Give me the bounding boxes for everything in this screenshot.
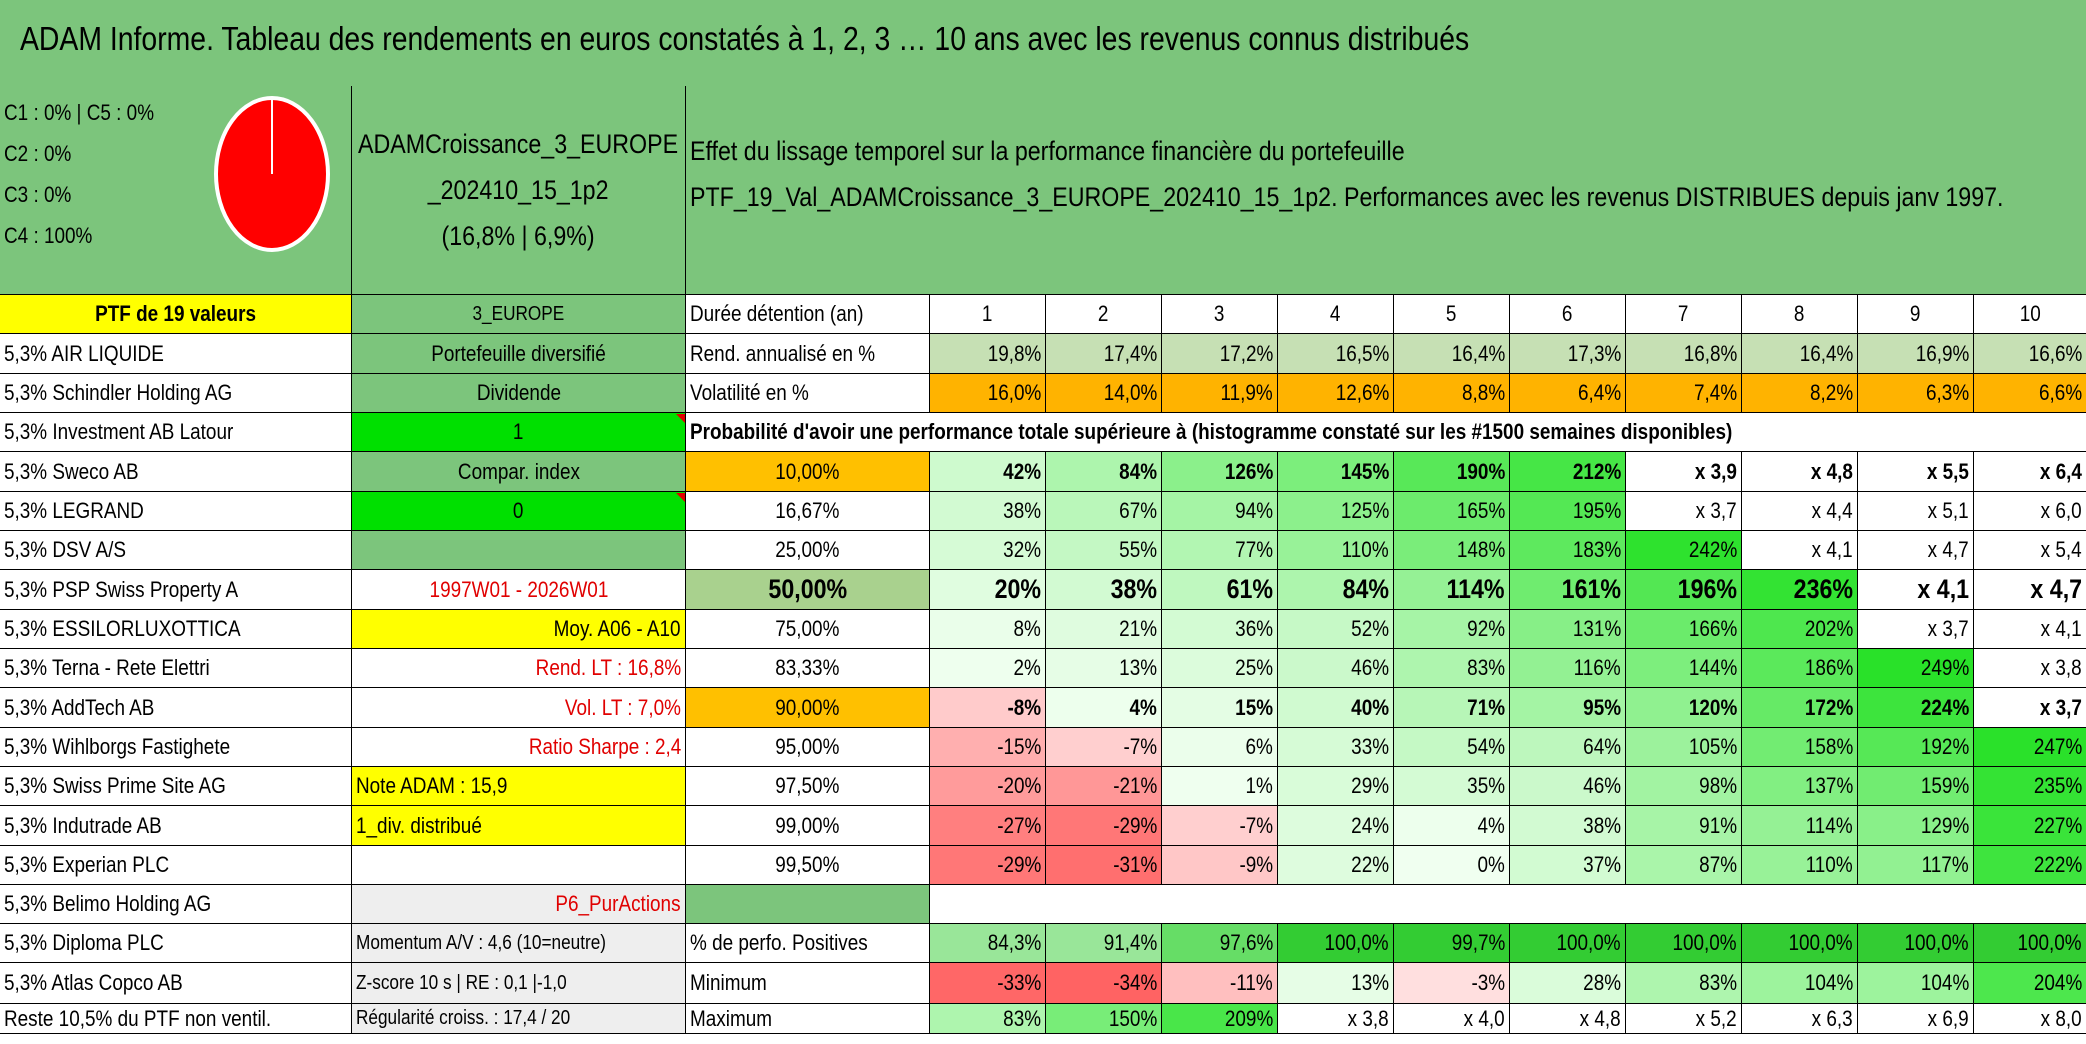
minimum-value: -33%: [930, 963, 1046, 1004]
probability-value: 25%: [1162, 649, 1278, 688]
probability-value: 95%: [1510, 688, 1626, 728]
info-cell: Portefeuille diversifié: [352, 334, 686, 374]
year-header: 4: [1278, 295, 1394, 334]
probability-label: Probabilité d'avoir une performance totale supérieure à (histogramme constaté sur les #1500 semaines disponibles): [686, 413, 2086, 452]
probability-value: -31%: [1046, 846, 1162, 885]
probability-value: 37%: [1510, 846, 1626, 885]
probability-value: 38%: [1510, 806, 1626, 846]
volatility-value: 6,4%: [1510, 374, 1626, 413]
year-header: 5: [1394, 295, 1510, 334]
probability-value: 32%: [930, 531, 1046, 570]
probability-value: 196%: [1626, 570, 1742, 610]
maximum-value: x 4,8: [1510, 1004, 1626, 1034]
probability-value: 22%: [1278, 846, 1394, 885]
probability-value: 190%: [1394, 452, 1510, 492]
holding-row: 5,3% Indutrade AB: [0, 806, 352, 846]
maximum-value: x 6,9: [1858, 1004, 1974, 1034]
allocation-pie-chart: [212, 94, 332, 254]
probability-value: 148%: [1394, 531, 1510, 570]
holding-row: 5,3% PSP Swiss Property A: [0, 570, 352, 610]
probability-value: 166%: [1626, 610, 1742, 649]
positive-share-value: 100,0%: [1974, 924, 2086, 963]
info-cell: [352, 846, 686, 885]
info-cell: 1: [352, 413, 686, 452]
probability-value: 24%: [1278, 806, 1394, 846]
probability-value: -27%: [930, 806, 1046, 846]
holding-row: 5,3% Investment AB Latour: [0, 413, 352, 452]
volatility-value: 6,6%: [1974, 374, 2086, 413]
minimum-value: 104%: [1858, 963, 1974, 1004]
holding-row: 5,3% Schindler Holding AG: [0, 374, 352, 413]
probability-value: 117%: [1858, 846, 1974, 885]
probability-value: 84%: [1278, 570, 1394, 610]
positive-share-value: 97,6%: [1162, 924, 1278, 963]
probability-value: 55%: [1046, 531, 1162, 570]
probability-threshold: 50,00%: [686, 570, 930, 610]
info-cell: Régularité croiss. : 17,4 / 20: [352, 1004, 686, 1034]
probability-value: 114%: [1394, 570, 1510, 610]
probability-value: 4%: [1394, 806, 1510, 846]
probability-value: 77%: [1162, 531, 1278, 570]
probability-value: 172%: [1742, 688, 1858, 728]
maximum-value: x 5,2: [1626, 1004, 1742, 1034]
volatility-value: 8,8%: [1394, 374, 1510, 413]
holding-row: 5,3% Sweco AB: [0, 452, 352, 492]
holding-row: 5,3% Wihlborgs Fastighete: [0, 728, 352, 767]
info-cell: Moy. A06 - A10: [352, 610, 686, 649]
probability-value: 110%: [1742, 846, 1858, 885]
probability-value: 125%: [1278, 492, 1394, 531]
probability-value: 126%: [1162, 452, 1278, 492]
probability-value: x 5,5: [1858, 452, 1974, 492]
annual-return-value: 16,4%: [1394, 334, 1510, 374]
volatility-label: Volatilité en %: [686, 374, 930, 413]
info-cell: 0: [352, 492, 686, 531]
probability-value: 227%: [1974, 806, 2086, 846]
holding-row: 5,3% Atlas Copco AB: [0, 963, 352, 1004]
probability-value: 159%: [1858, 767, 1974, 806]
volatility-value: 12,6%: [1278, 374, 1394, 413]
year-header: 6: [1510, 295, 1626, 334]
probability-value: x 6,4: [1974, 452, 2086, 492]
holding-row: 5,3% Diploma PLC: [0, 924, 352, 963]
probability-value: 114%: [1742, 806, 1858, 846]
probability-threshold: 90,00%: [686, 688, 930, 728]
allocation-line: C1 : 0% | C5 : 0%: [4, 100, 155, 125]
info-cell: Rend. LT : 16,8%: [352, 649, 686, 688]
holding-row: Reste 10,5% du PTF non ventil.: [0, 1004, 352, 1034]
probability-value: 52%: [1278, 610, 1394, 649]
probability-value: 91%: [1626, 806, 1742, 846]
fund-name-suffix: _202410_15_1p2: [428, 175, 609, 205]
year-header: 2: [1046, 295, 1162, 334]
probability-value: 195%: [1510, 492, 1626, 531]
maximum-value: 209%: [1162, 1004, 1278, 1034]
annual-return-value: 16,4%: [1742, 334, 1858, 374]
probability-value: 249%: [1858, 649, 1974, 688]
probability-value: 6%: [1162, 728, 1278, 767]
probability-threshold: 99,00%: [686, 806, 930, 846]
info-cell: P6_PurActions: [352, 885, 686, 924]
description-block: [686, 86, 2086, 295]
holding-row: 5,3% Terna - Rete Elettri: [0, 649, 352, 688]
probability-threshold: 75,00%: [686, 610, 930, 649]
probability-threshold: 83,33%: [686, 649, 930, 688]
positive-share-value: 100,0%: [1858, 924, 1974, 963]
probability-value: 145%: [1278, 452, 1394, 492]
positive-share-value: 100,0%: [1510, 924, 1626, 963]
probability-value: -29%: [930, 846, 1046, 885]
probability-value: x 6,0: [1974, 492, 2086, 531]
probability-value: 92%: [1394, 610, 1510, 649]
annual-return-value: 16,5%: [1278, 334, 1394, 374]
probability-value: 236%: [1742, 570, 1858, 610]
probability-value: 110%: [1278, 531, 1394, 570]
probability-value: x 4,1: [1858, 570, 1974, 610]
holding-row: 5,3% AIR LIQUIDE: [0, 334, 352, 374]
allocation-line: C4 : 100%: [4, 223, 93, 248]
info-cell: Note ADAM : 15,9: [352, 767, 686, 806]
probability-value: 87%: [1626, 846, 1742, 885]
probability-value: 247%: [1974, 728, 2086, 767]
probability-threshold: 10,00%: [686, 452, 930, 492]
positive-share-value: 91,4%: [1046, 924, 1162, 963]
probability-threshold: 25,00%: [686, 531, 930, 570]
maximum-value: x 8,0: [1974, 1004, 2086, 1034]
probability-value: 212%: [1510, 452, 1626, 492]
portfolio-size-label: PTF de 19 valeurs: [0, 295, 352, 334]
probability-value: 192%: [1858, 728, 1974, 767]
probability-value: 13%: [1046, 649, 1162, 688]
probability-value: 84%: [1046, 452, 1162, 492]
annual-return-value: 16,8%: [1626, 334, 1742, 374]
probability-value: x 4,8: [1742, 452, 1858, 492]
comment-marker: [676, 414, 685, 423]
probability-value: 42%: [930, 452, 1046, 492]
year-header: 8: [1742, 295, 1858, 334]
volatility-value: 16,0%: [930, 374, 1046, 413]
probability-value: x 4,7: [1858, 531, 1974, 570]
year-header: 3: [1162, 295, 1278, 334]
maximum-label: Maximum: [686, 1004, 930, 1034]
holding-row: 5,3% Belimo Holding AG: [0, 885, 352, 924]
probability-value: -20%: [930, 767, 1046, 806]
holding-row: 5,3% Experian PLC: [0, 846, 352, 885]
info-cell: Ratio Sharpe : 2,4: [352, 728, 686, 767]
empty-cell: [930, 885, 2086, 924]
annual-return-value: 16,9%: [1858, 334, 1974, 374]
probability-value: x 3,7: [1626, 492, 1742, 531]
probability-value: 158%: [1742, 728, 1858, 767]
minimum-value: -34%: [1046, 963, 1162, 1004]
probability-value: 46%: [1510, 767, 1626, 806]
probability-value: x 3,8: [1974, 649, 2086, 688]
volatility-value: 7,4%: [1626, 374, 1742, 413]
probability-value: 183%: [1510, 531, 1626, 570]
comment-marker: [676, 493, 685, 502]
minimum-value: -3%: [1394, 963, 1510, 1004]
probability-value: 4%: [1046, 688, 1162, 728]
empty-cell: [686, 885, 930, 924]
probability-value: 224%: [1858, 688, 1974, 728]
probability-threshold: 97,50%: [686, 767, 930, 806]
probability-value: 144%: [1626, 649, 1742, 688]
positive-share-value: 100,0%: [1742, 924, 1858, 963]
report-title-bar: [0, 0, 2086, 87]
minimum-value: 13%: [1278, 963, 1394, 1004]
probability-value: 0%: [1394, 846, 1510, 885]
probability-value: x 3,7: [1858, 610, 1974, 649]
probability-value: 202%: [1742, 610, 1858, 649]
probability-value: 105%: [1626, 728, 1742, 767]
positive-share-label: % de perfo. Positives: [686, 924, 930, 963]
probability-value: 46%: [1278, 649, 1394, 688]
probability-value: 161%: [1510, 570, 1626, 610]
maximum-value: x 4,0: [1394, 1004, 1510, 1034]
report-title: ADAM Informe. Tableau des rendements en euros constatés à 1, 2, 3 … 10 ans avec les revenus connus distribués: [20, 20, 1470, 57]
holding-row: 5,3% LEGRAND: [0, 492, 352, 531]
probability-value: 35%: [1394, 767, 1510, 806]
probability-value: x 4,4: [1742, 492, 1858, 531]
info-cell: 3_EUROPE: [352, 295, 686, 334]
probability-value: 54%: [1394, 728, 1510, 767]
annual-return-value: 17,4%: [1046, 334, 1162, 374]
volatility-value: 14,0%: [1046, 374, 1162, 413]
probability-value: -15%: [930, 728, 1046, 767]
probability-value: x 5,1: [1858, 492, 1974, 531]
probability-value: x 4,1: [1974, 610, 2086, 649]
probability-value: 29%: [1278, 767, 1394, 806]
description-line: PTF_19_Val_ADAMCroissance_3_EUROPE_202410_15_1p2. Performances avec les revenus DISTRIBUES depuis janv 1997.: [690, 182, 2004, 212]
probability-value: -7%: [1046, 728, 1162, 767]
maximum-value: x 6,3: [1742, 1004, 1858, 1034]
probability-value: 8%: [930, 610, 1046, 649]
allocation-line: C2 : 0%: [4, 141, 72, 166]
fund-return-vol: (16,8% | 6,9%): [441, 221, 596, 251]
probability-value: 1%: [1162, 767, 1278, 806]
positive-share-value: 84,3%: [930, 924, 1046, 963]
probability-value: -8%: [930, 688, 1046, 728]
probability-value: -21%: [1046, 767, 1162, 806]
probability-value: 94%: [1162, 492, 1278, 531]
holding-row: 5,3% AddTech AB: [0, 688, 352, 728]
probability-value: -9%: [1162, 846, 1278, 885]
probability-value: 116%: [1510, 649, 1626, 688]
maximum-value: 150%: [1046, 1004, 1162, 1034]
year-header: 1: [930, 295, 1046, 334]
probability-value: 222%: [1974, 846, 2086, 885]
probability-threshold: 16,67%: [686, 492, 930, 531]
fund-name: ADAMCroissance_3_EUROPE: [358, 129, 679, 159]
probability-value: 137%: [1742, 767, 1858, 806]
volatility-value: 6,3%: [1858, 374, 1974, 413]
probability-value: 36%: [1162, 610, 1278, 649]
description-line: Effet du lissage temporel sur la performance financière du portefeuille: [690, 136, 1405, 166]
probability-value: 165%: [1394, 492, 1510, 531]
annual-return-value: 19,8%: [930, 334, 1046, 374]
holding-row: 5,3% Swiss Prime Site AG: [0, 767, 352, 806]
minimum-value: 104%: [1742, 963, 1858, 1004]
probability-value: -7%: [1162, 806, 1278, 846]
info-cell: Momentum A/V : 4,6 (10=neutre): [352, 924, 686, 963]
probability-threshold: 95,00%: [686, 728, 930, 767]
probability-value: 71%: [1394, 688, 1510, 728]
info-cell: Vol. LT : 7,0%: [352, 688, 686, 728]
positive-share-value: 100,0%: [1626, 924, 1742, 963]
info-cell: [352, 531, 686, 570]
probability-value: 98%: [1626, 767, 1742, 806]
probability-value: 129%: [1858, 806, 1974, 846]
allocation-line: C3 : 0%: [4, 182, 72, 207]
duration-label: Durée détention (an): [686, 295, 930, 334]
probability-value: 61%: [1162, 570, 1278, 610]
minimum-value: 83%: [1626, 963, 1742, 1004]
probability-value: 21%: [1046, 610, 1162, 649]
holding-row: 5,3% DSV A/S: [0, 531, 352, 570]
volatility-value: 8,2%: [1742, 374, 1858, 413]
probability-value: -29%: [1046, 806, 1162, 846]
probability-value: 235%: [1974, 767, 2086, 806]
probability-value: 33%: [1278, 728, 1394, 767]
probability-value: 38%: [930, 492, 1046, 531]
minimum-value: 28%: [1510, 963, 1626, 1004]
probability-value: 40%: [1278, 688, 1394, 728]
probability-value: x 5,4: [1974, 531, 2086, 570]
annual-return-value: 17,2%: [1162, 334, 1278, 374]
year-header: 9: [1858, 295, 1974, 334]
volatility-value: 11,9%: [1162, 374, 1278, 413]
info-cell: 1_div. distribué: [352, 806, 686, 846]
info-cell: 1997W01 - 2026W01: [352, 570, 686, 610]
maximum-value: 83%: [930, 1004, 1046, 1034]
info-cell: Dividende: [352, 374, 686, 413]
holding-row: 5,3% ESSILORLUXOTTICA: [0, 610, 352, 649]
probability-threshold: 99,50%: [686, 846, 930, 885]
maximum-value: x 3,8: [1278, 1004, 1394, 1034]
positive-share-value: 100,0%: [1278, 924, 1394, 963]
probability-value: 120%: [1626, 688, 1742, 728]
year-header: 7: [1626, 295, 1742, 334]
minimum-value: -11%: [1162, 963, 1278, 1004]
minimum-label: Minimum: [686, 963, 930, 1004]
annual-return-label: Rend. annualisé en %: [686, 334, 930, 374]
probability-value: 2%: [930, 649, 1046, 688]
annual-return-value: 17,3%: [1510, 334, 1626, 374]
probability-value: 83%: [1394, 649, 1510, 688]
positive-share-value: 99,7%: [1394, 924, 1510, 963]
minimum-value: 204%: [1974, 963, 2086, 1004]
probability-value: 64%: [1510, 728, 1626, 767]
probability-value: 38%: [1046, 570, 1162, 610]
probability-value: 67%: [1046, 492, 1162, 531]
annual-return-value: 16,6%: [1974, 334, 2086, 374]
probability-value: 20%: [930, 570, 1046, 610]
probability-value: x 3,9: [1626, 452, 1742, 492]
probability-value: 131%: [1510, 610, 1626, 649]
probability-value: 242%: [1626, 531, 1742, 570]
probability-value: 186%: [1742, 649, 1858, 688]
info-cell: Compar. index: [352, 452, 686, 492]
probability-value: x 4,7: [1974, 570, 2086, 610]
probability-value: x 3,7: [1974, 688, 2086, 728]
fund-header: [352, 86, 686, 295]
probability-value: x 4,1: [1742, 531, 1858, 570]
year-header: 10: [1974, 295, 2086, 334]
probability-value: 15%: [1162, 688, 1278, 728]
info-cell: Z-score 10 s | RE : 0,1 |-1,0: [352, 963, 686, 1004]
